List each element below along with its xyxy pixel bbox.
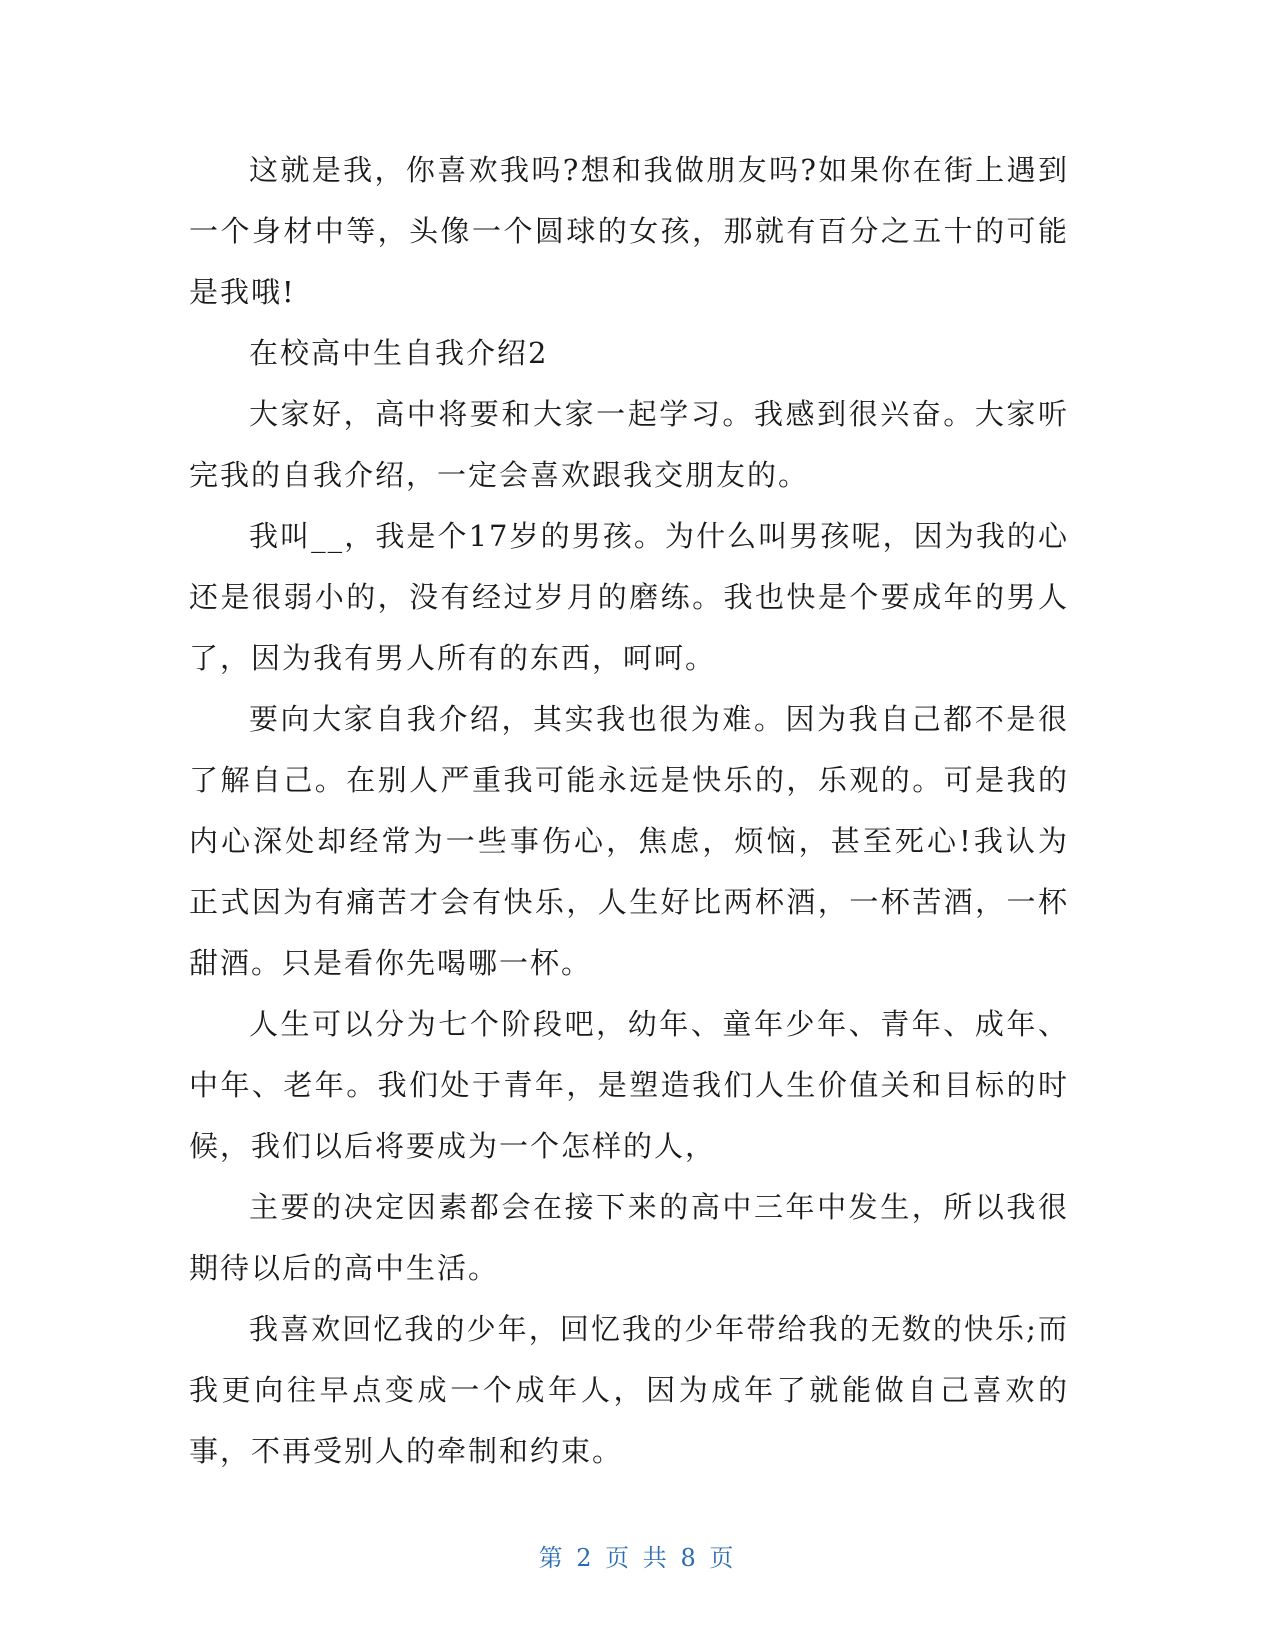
- paragraph-2: 大家好，高中将要和大家一起学习。我感到很兴奋。大家听完我的自我介绍，一定会喜欢跟我交朋友的。: [189, 397, 1069, 492]
- page-number-label: 第 2 页 共 8 页: [538, 1544, 737, 1572]
- paragraph-7: 我喜欢回忆我的少年，回忆我的少年带给我的无数的快乐;而我更向往早点变成一个成年人，因为成年了就能做自己喜欢的事，不再受别人的牵制和约束。: [189, 1312, 1069, 1468]
- paragraph-6: 主要的决定因素都会在接下来的高中三年中发生，所以我很期待以后的高中生活。: [189, 1190, 1069, 1285]
- section-heading: 在校高中生自我介绍2: [249, 336, 549, 370]
- document-body: [189, 140, 1069, 1482]
- paragraph-3: 我叫__，我是个17岁的男孩。为什么叫男孩呢，因为我的心还是很弱小的，没有经过岁月的磨练。我也快是个要成年的男人了，因为我有男人所有的东西，呵呵。: [189, 519, 1069, 675]
- paragraph-5: 人生可以分为七个阶段吧，幼年、童年少年、青年、成年、中年、老年。我们处于青年，是塑造我们人生价值关和目标的时候，我们以后将要成为一个怎样的人，: [189, 1007, 1069, 1163]
- page-footer: [0, 1538, 1275, 1573]
- paragraph-4: 要向大家自我介绍，其实我也很为难。因为我自己都不是很了解自己。在别人严重我可能永远是快乐的，乐观的。可是我的内心深处却经常为一些事伤心，焦虑，烦恼，甚至死心!我认为正式因为有痛苦才会有快乐，人生好比两杯酒，一杯苦酒，一杯甜酒。只是看你先喝哪一杯。: [189, 702, 1069, 980]
- paragraph-1: 这就是我，你喜欢我吗?想和我做朋友吗?如果你在街上遇到一个身材中等，头像一个圆球的女孩，那就有百分之五十的可能是我哦!: [189, 153, 1069, 309]
